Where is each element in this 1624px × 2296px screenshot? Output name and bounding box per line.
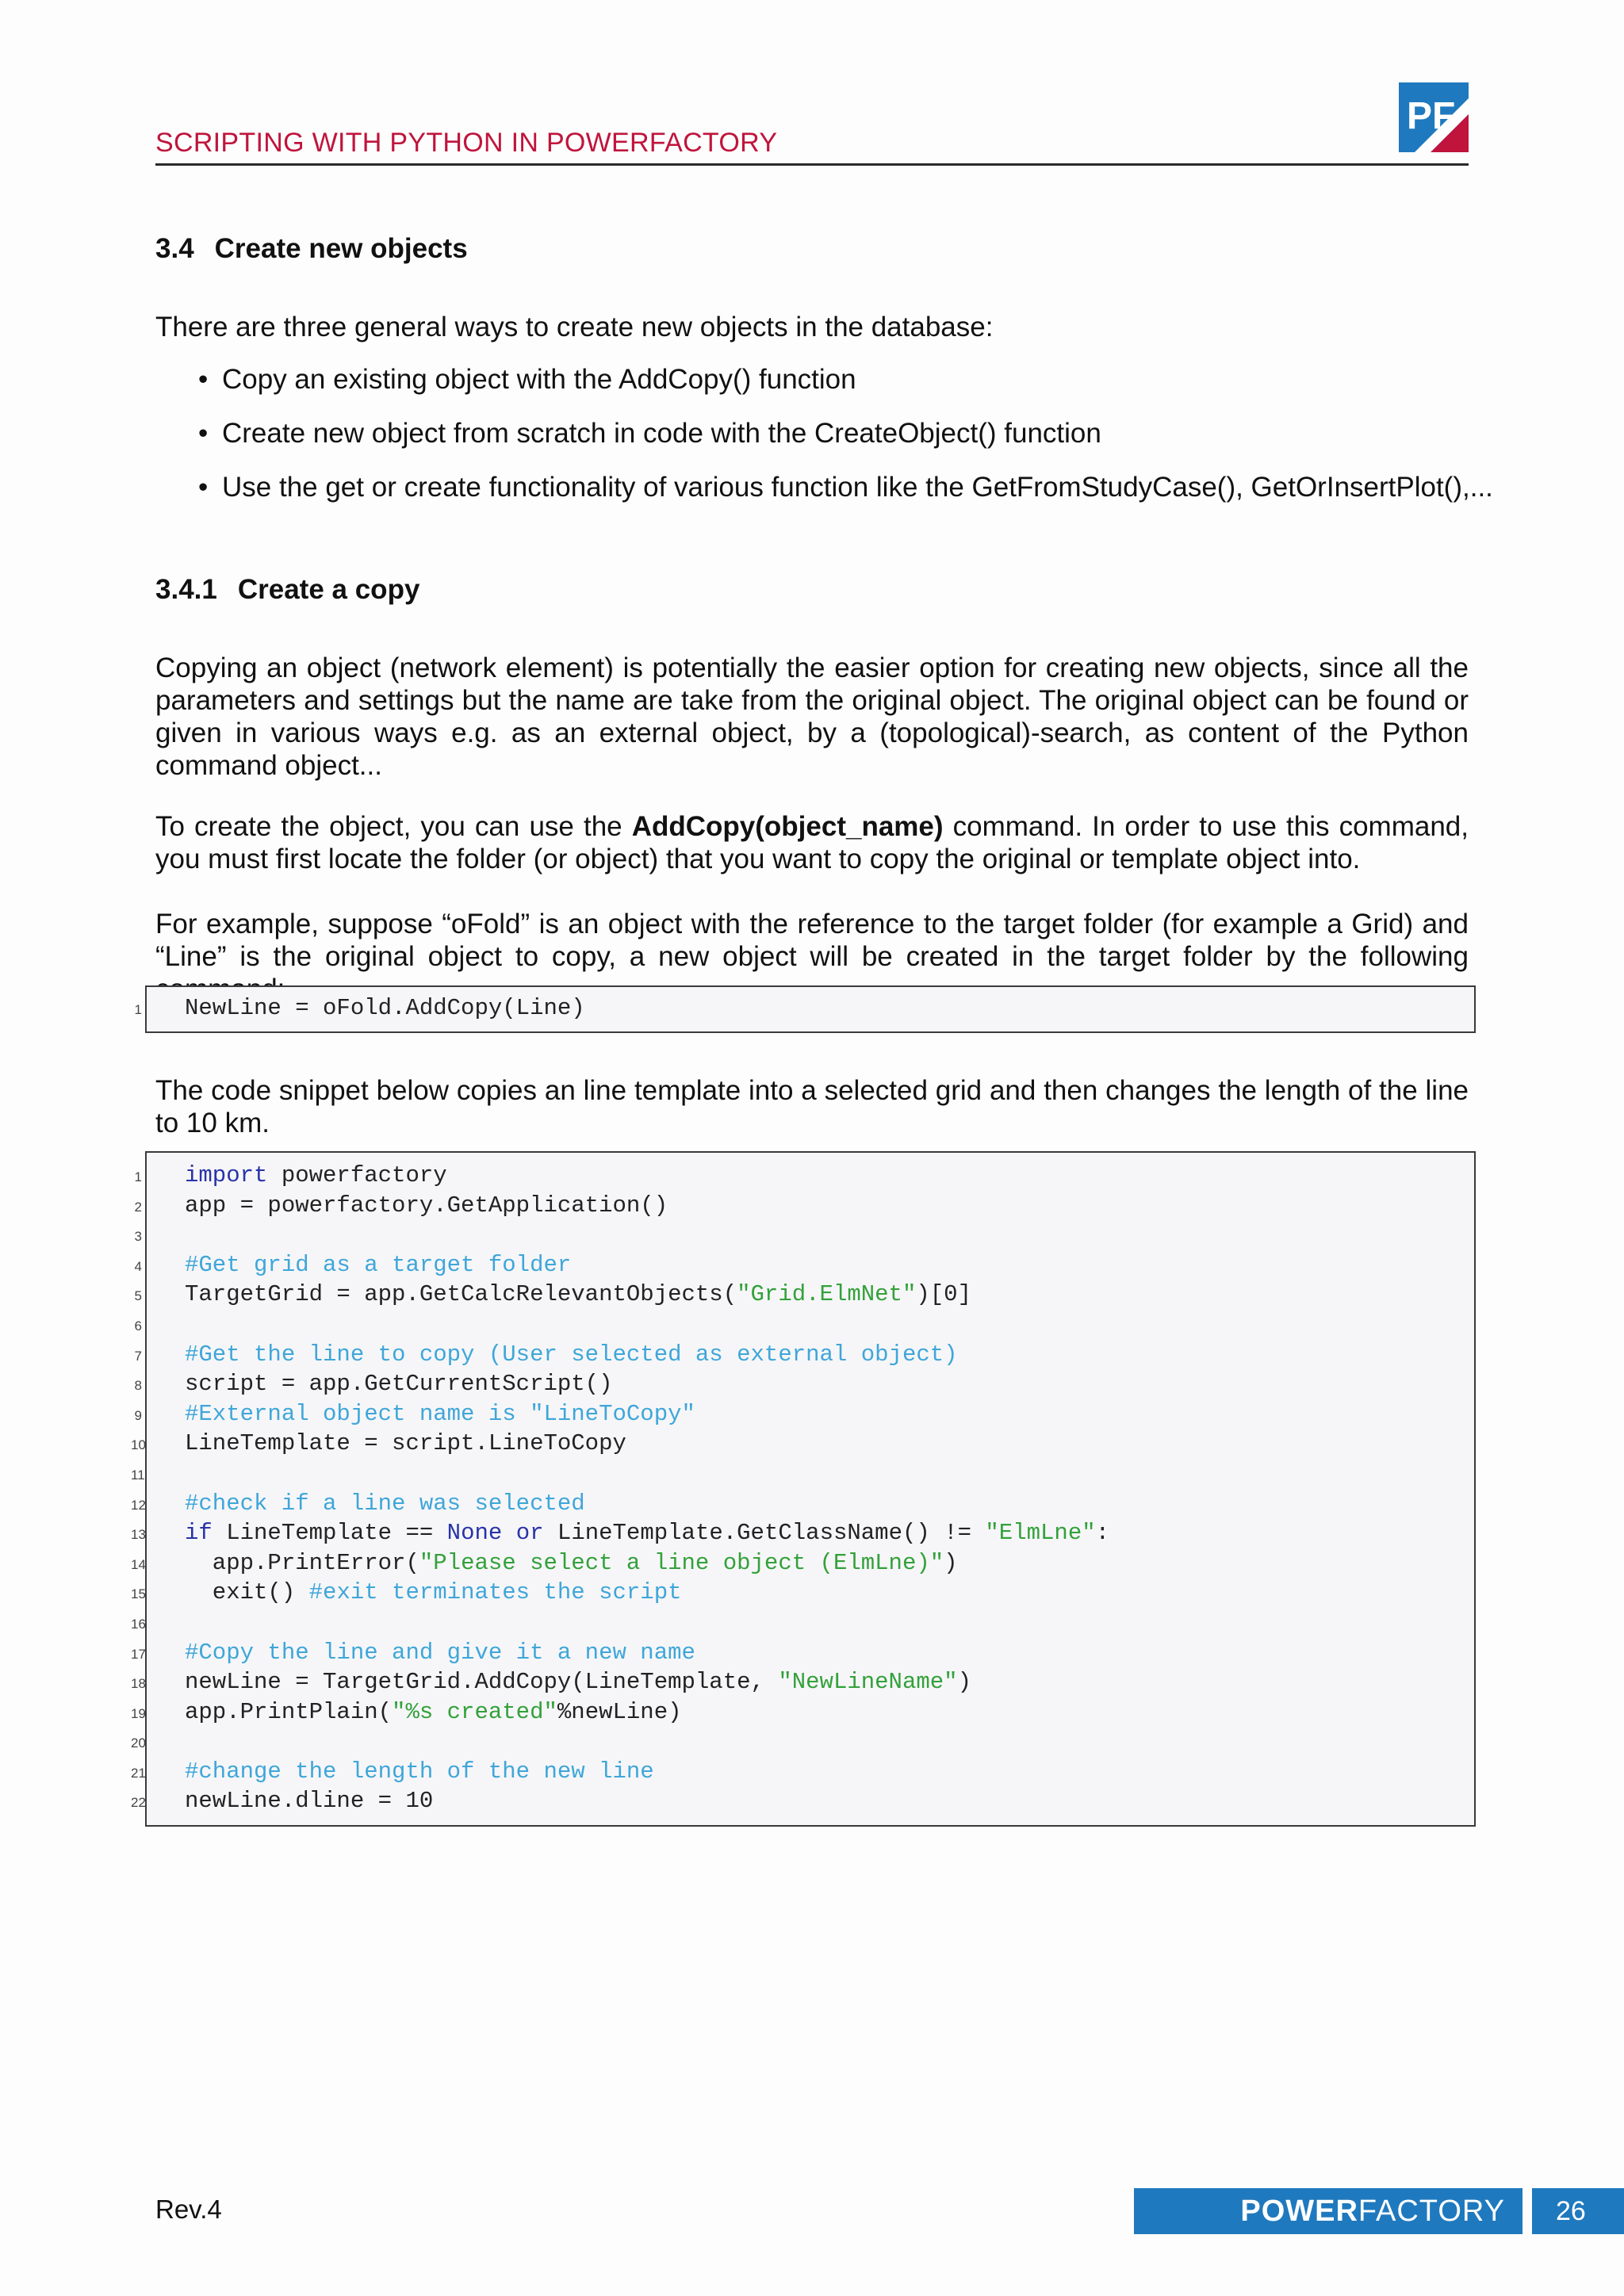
line-number: 22 — [131, 1795, 146, 1811]
code-string: "ElmLne" — [985, 1520, 1096, 1547]
code-block-copy-line — [131, 1151, 1476, 1827]
code-line — [131, 1459, 1474, 1489]
pf-logo — [1399, 82, 1469, 152]
section-number: 3.4 — [155, 233, 194, 264]
page-number-box — [1532, 2188, 1624, 2234]
line-number: 21 — [131, 1765, 146, 1781]
code-comment: #check if a line was selected — [185, 1490, 585, 1517]
code-line — [134, 1340, 1474, 1370]
code-text: TargetGrid = app.GetCalcRelevantObjects( — [185, 1281, 737, 1308]
line-number: 13 — [131, 1527, 146, 1543]
code-text — [502, 1520, 515, 1546]
line-number: 19 — [131, 1705, 146, 1721]
line-number: 18 — [131, 1676, 146, 1692]
code-text: ) — [957, 1669, 971, 1696]
bullet-item: • Copy an existing object with the AddCopy() function — [198, 363, 1507, 417]
line-number: 7 — [134, 1348, 142, 1364]
bullet-item: • Use the get or create functionality of various function like the GetFromStudyCase(), GetOrInsertPlot(),... — [198, 471, 1507, 525]
paragraph-copying: Copying an object (network element) is potentially the easier option for creating new objects, since all the parameters and settings but the name are take from the original object. The original object can be found or given in various ways e.g. as an external object, by a (topological)-search, as content of the Python command object... — [155, 652, 1469, 781]
code-comment: #exit terminates the script — [308, 1579, 682, 1606]
code-line — [131, 1518, 1474, 1548]
paragraph-addcopy — [155, 810, 1469, 875]
code-line — [131, 1548, 1474, 1578]
code-text: )[0] — [916, 1281, 971, 1308]
code-text: exit() — [185, 1579, 309, 1606]
keyword: None — [446, 1520, 503, 1547]
paragraph-text: command. In order to use this command, you must first locate the folder (or object) that you want to copy the original or template object into. — [155, 811, 1469, 874]
code-string: "Please select a line object (ElmLne)" — [419, 1549, 944, 1576]
paragraph-text: To create the object, you can use the — [155, 811, 632, 842]
page-header — [155, 119, 1469, 166]
code-line — [134, 1369, 1474, 1399]
line-number: 8 — [134, 1378, 142, 1394]
pf-logo-text: PF — [1407, 95, 1456, 137]
code-line — [131, 1697, 1474, 1728]
bullet-item: • Create new object from scratch in code with the CreateObject() function — [198, 417, 1507, 471]
section-heading — [155, 233, 468, 265]
code-comment: #Get the line to copy (User selected as external object) — [185, 1341, 958, 1368]
code-line — [134, 1310, 1474, 1340]
section-intro: There are three general ways to create new objects in the database: — [155, 312, 994, 342]
code-line — [131, 1608, 1474, 1638]
code-line — [131, 1638, 1474, 1668]
footer-brand-bar — [1134, 2188, 1522, 2234]
code-line — [134, 1250, 1474, 1280]
line-number: 6 — [134, 1318, 142, 1334]
code-text: powerfactory — [267, 1162, 447, 1188]
subsection-heading — [155, 574, 419, 606]
revision-label: Rev.4 — [155, 2195, 222, 2224]
code-text: app.PrintPlain( — [185, 1698, 393, 1725]
code-line — [134, 1191, 1474, 1221]
line-number: 10 — [131, 1437, 146, 1453]
line-number: 2 — [134, 1199, 142, 1215]
code-line — [134, 1220, 1474, 1250]
code-line — [131, 1578, 1474, 1608]
line-number: 16 — [131, 1616, 146, 1632]
code-text: newLine = TargetGrid.AddCopy(LineTemplate, — [185, 1669, 779, 1696]
line-number: 11 — [131, 1467, 145, 1483]
code-text: LineTemplate = script.LineToCopy — [185, 1430, 626, 1457]
line-number: 5 — [134, 1288, 142, 1304]
code-line — [131, 1757, 1474, 1787]
keyword: import — [185, 1162, 268, 1188]
code-text: script = app.GetCurrentScript() — [185, 1371, 613, 1398]
code-comment: #Get grid as a target folder — [185, 1251, 572, 1278]
code-line — [131, 1786, 1474, 1816]
code-text: ) — [944, 1549, 958, 1576]
keyword: or — [515, 1520, 544, 1547]
code-line — [131, 1429, 1474, 1459]
line-number: 1 — [134, 1002, 142, 1017]
bullet-list — [198, 363, 1507, 525]
line-number: 14 — [131, 1556, 146, 1572]
code-text: LineTemplate.GetClassName() != — [543, 1520, 986, 1547]
code-comment: #External object name is "LineToCopy" — [185, 1400, 695, 1427]
code-text: newLine.dline = 10 — [185, 1788, 434, 1815]
paragraph-snippet-intro: The code snippet below copies an line template into a selected grid and then changes the length of the line to 10 km. — [155, 1075, 1469, 1138]
code-line — [134, 1161, 1474, 1191]
code-text: app.PrintError( — [185, 1549, 419, 1576]
code-line — [134, 1280, 1474, 1310]
code-comment: #change the length of the new line — [185, 1758, 654, 1785]
code-line — [131, 1667, 1474, 1697]
line-number: 1 — [134, 1169, 142, 1184]
brand-light: FACTORY — [1358, 2195, 1505, 2228]
code-string: "Grid.ElmNet" — [737, 1281, 917, 1308]
code-string: "NewLineName" — [778, 1669, 958, 1696]
code-text: LineTemplate == — [212, 1520, 447, 1547]
code-block-addcopy — [134, 985, 1476, 1033]
running-title: SCRIPTING WITH PYTHON IN POWERFACTORY — [155, 128, 778, 158]
code-line — [134, 993, 1474, 1024]
line-number: 20 — [131, 1735, 146, 1751]
code-text: app = powerfactory.GetApplication() — [185, 1192, 668, 1219]
page-number: 26 — [1556, 2196, 1586, 2226]
line-number: 17 — [131, 1646, 146, 1662]
code-line — [131, 1489, 1474, 1519]
code-line — [131, 1727, 1474, 1757]
code-text: %newLine) — [557, 1698, 682, 1725]
code-text: : — [1095, 1520, 1110, 1547]
line-number: 12 — [131, 1497, 146, 1513]
paragraph-example: For example, suppose “oFold” is an object with the reference to the target folder (for example a Grid) and “Line” is the original object to copy, a new object will be created in the target folder by the following — [155, 909, 1469, 972]
code-comment: #Copy the line and give it a new name — [185, 1639, 695, 1666]
code-text: NewLine = oFold.AddCopy(Line) — [185, 995, 585, 1021]
keyword: if — [185, 1520, 213, 1547]
brand-bold: POWER — [1240, 2195, 1358, 2228]
footer-brand — [1240, 2195, 1505, 2229]
section-title: Create new objects — [214, 233, 468, 264]
code-string: "%s created" — [392, 1698, 557, 1725]
subsection-title: Create a copy — [237, 574, 420, 605]
subsection-number: 3.4.1 — [155, 574, 217, 605]
code-line — [134, 1399, 1474, 1429]
line-number: 9 — [134, 1407, 142, 1423]
line-number: 3 — [134, 1229, 142, 1245]
addcopy-command: AddCopy(object_name) — [631, 811, 944, 842]
line-number: 15 — [131, 1586, 146, 1602]
line-number: 4 — [134, 1258, 142, 1274]
